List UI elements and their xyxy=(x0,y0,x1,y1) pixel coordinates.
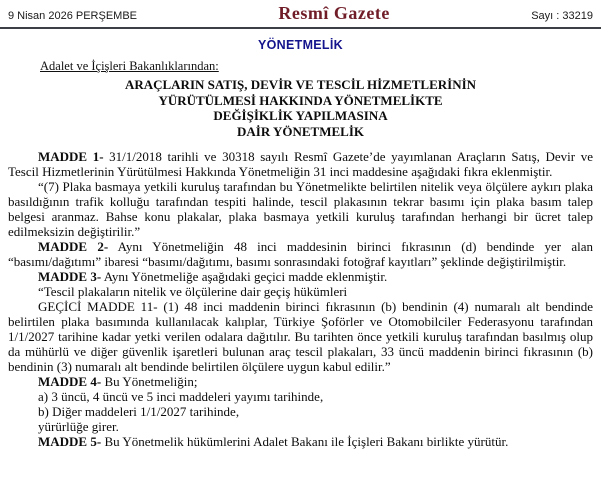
fikra-7-text: “(7) Plaka basmaya yetkili kuruluş tarafından bu Yönetmelikte belirtilen nitelik veya ölçülere aykırı plaka basıldığının trafik kolluğu tarafından tespiti halinde, tescil plakasının tekrar basımı için plaka basım talep belgesi aranmaz. Bahse konu plakalar, plaka basmaya yetkili kuruluş tarafından herhangi bir ücret talep edilmeksizin değiştirilir.” xyxy=(8,179,593,239)
paragraph-madde-2 xyxy=(8,239,593,269)
regulation-title xyxy=(0,77,601,139)
bent-b-text: b) Diğer maddeleri 1/1/2027 tarihinde, xyxy=(38,404,240,419)
madde-4-text: Bu Yönetmeliğin; xyxy=(101,374,198,389)
regulation-title-line-1: ARAÇLARIN SATIŞ, DEVİR VE TESCİL HİZMETLERİNİN xyxy=(124,77,477,92)
gazette-masthead: Resmî Gazete xyxy=(278,3,390,23)
bent-a-text: a) 3 üncü, 4 üncü ve 5 inci maddeleri yayımı tarihinde, xyxy=(38,389,324,404)
regulation-title-line-3: DEĞİŞİKLİK YAPILMASINA xyxy=(213,108,388,123)
madde-3-text: Aynı Yönetmeliğe aşağıdaki geçici madde eklenmiştir. xyxy=(101,269,388,284)
gecici-madde-11-text: GEÇİCİ MADDE 11- (1) 48 inci maddenin birinci fıkrasının (b) bendinin (4) numaralı alt bendinde belirtilen plaka basımında kullanılacak kalıplar, Türkiye Şoförler ve Otomobilciler Federasyonu tarafından 1/1/2027 tarihine kadar yetki verilen odalara dağıtılır. Bu tarihten önce yetkili kuruluş tarafından basılmış olup da mühürlü ve diğer güvenlik işaretleri bulunan araç tescil plakaları, 33 üncü maddenin birinci fıkrasının (b) bendinin (3) numaralı alt bendinde belirtilen ölçülere uygun kabul edilir.” xyxy=(8,299,593,374)
issue-number: Sayı : 33219 xyxy=(531,10,593,22)
paragraph-madde-1 xyxy=(8,149,593,179)
regulation-title-line-4: DAİR YÖNETMELİK xyxy=(236,123,364,139)
issuing-ministries-line: Adalet ve İçişleri Bakanlıklarından: xyxy=(40,59,219,73)
madde-1-label: MADDE 1- xyxy=(38,149,104,164)
paragraph-madde-4-bent-b xyxy=(8,404,593,419)
paragraph-quoted-fikra-7 xyxy=(8,179,593,239)
paragraph-gecici-madde-11 xyxy=(8,299,593,374)
paragraph-madde-5 xyxy=(8,434,593,449)
paragraph-gecici-madde-heading xyxy=(8,284,593,299)
section-heading-yonetmelik: YÖNETMELİK xyxy=(258,38,343,52)
paragraph-madde-3 xyxy=(8,269,593,284)
gecici-madde-heading-text: “Tescil plakaların nitelik ve ölçülerine dair geçiş hükümleri xyxy=(38,284,348,299)
madde-2-text: Aynı Yönetmeliğin 48 inci maddesinin birinci fıkrasının (d) bendinde yer alan “basımı/dağıtımı” ibaresi “basımı/dağıtımı, basımı sonrasındaki fotoğraf kayıtları” şeklinde değiştirilmiştir. xyxy=(8,239,594,269)
regulation-body xyxy=(0,149,601,449)
gazette-header xyxy=(0,0,601,29)
paragraph-madde-4 xyxy=(8,374,593,389)
madde-4-label: MADDE 4- xyxy=(38,374,102,389)
madde-3-label: MADDE 3- xyxy=(38,269,102,284)
publication-date: 9 Nisan 2026 PERŞEMBE xyxy=(8,10,138,22)
regulation-title-line-2: YÜRÜTÜLMESİ HAKKINDA YÖNETMELİKTE xyxy=(158,92,443,108)
madde-1-text: 31/1/2018 tarihli ve 30318 sayılı Resmî Gazete’de yayımlanan Araçların Satış, Devir ve Tescil Hizmetlerinin Yürütülmesi Hakkında Yönetmeliğin 31 inci maddesine aşağıdaki fıkra eklenmiştir. xyxy=(8,149,593,179)
paragraph-madde-4-bent-a xyxy=(8,389,593,404)
madde-2-label: MADDE 2- xyxy=(38,239,109,254)
madde-5-text: Bu Yönetmelik hükümlerini Adalet Bakanı ile İçişleri Bakanı birlikte yürütür. xyxy=(101,434,509,449)
madde-5-label: MADDE 5- xyxy=(38,434,102,449)
yururluk-text: yürürlüğe girer. xyxy=(38,419,119,434)
paragraph-yururluk-closing xyxy=(8,419,593,434)
